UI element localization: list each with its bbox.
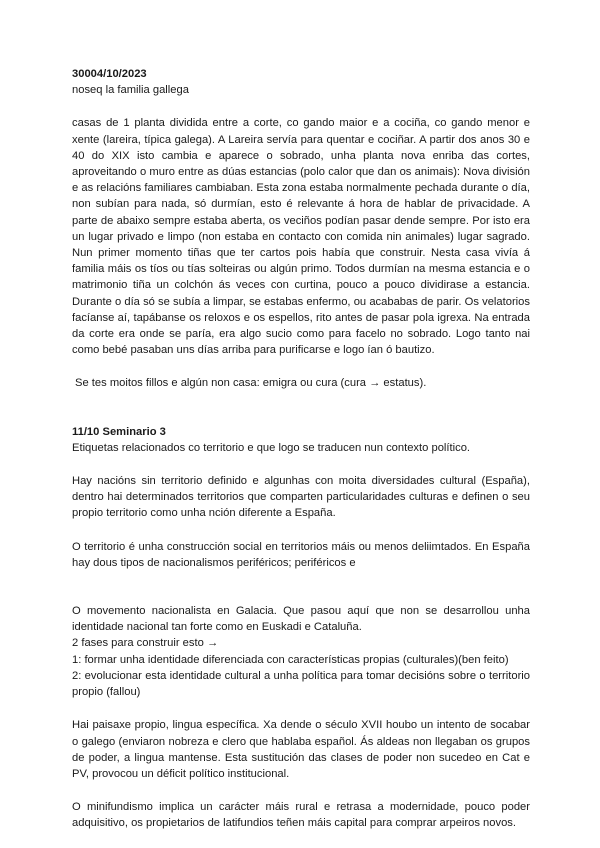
section-2-paragraph-4: Hai paisaxe propio, lingua específica. Xa dende o século XVII houbo un intento de socabar o galego (enviaron nobreza e clero que hablaba español. Ás aldeas non llegaban os grupos de poder, a lingua mantense. Esta sustitución das clases de poder non sucedeo en Cat e PV, provocou un déficit político institucional. [72, 719, 530, 780]
spacer [72, 700, 530, 717]
section-1-title: 30004/10/2023 [72, 68, 147, 80]
spacer [72, 98, 530, 115]
spacer [72, 571, 530, 603]
spacer [72, 456, 530, 473]
section-2-paragraph-2: O territorio é unha construcción social en territorios máis ou menos deliimtados. En España hay dous tipos de nacionalismos periféricos; periféricos e [72, 540, 530, 569]
spacer [72, 358, 530, 375]
phase-1: 1: formar unha identidade diferenciada con características propias (culturales)(ben feito) [72, 653, 509, 666]
phase-2: 2: evolucionar esta identidade cultural a unha política para tomar decisións sobre o territorio propio (fallou) [72, 669, 530, 699]
spacer [72, 392, 530, 424]
spacer [72, 782, 530, 799]
spacer [72, 522, 530, 539]
section-1-note: Se tes moitos fillos e algún non casa: emigra ou cura (cura → estatus). [75, 377, 427, 390]
phases-intro: 2 fases para construir esto → [72, 637, 219, 650]
section-2-paragraph-5: O minifundismo implica un carácter máis rural e retrasa a modernidade, pouco poder adquisitivo, os propietarios de latifundios teñen máis capital para comprar arpeiros novos. [72, 801, 530, 830]
section-2-paragraph-1: Hay nacións sin territorio definido e algunhas con moita diversidades cultural (España), dentro hai determinados territorios que comparten particularidades culturas e definen o seu propio territorio como unha nción diferente a España. [72, 475, 530, 520]
section-2-subtitle: Etiquetas relacionados co territorio e que logo se traducen nun contexto político. [72, 441, 471, 454]
section-1-subtitle: noseq la familia gallega [72, 84, 189, 97]
section-1-paragraph: casas de 1 planta dividida entre a corte, co gando maior e a cociña, co gando menor e xente (lareira, típica galega). A Lareira servía para quentar e cociñar. A partir dos anos 30 e 40 do XIX isto cambia e aparece o sobrado, unha planta nova enriba das cortes, aproveitando o muro entre as dúas estancias (polo calor que dan os animais): Nova división e as relacións familiares cambiaban. Esta zona estaba normalmente pechada durante o día, non subían para nada, só durmían, esto é relevante á hora de hablar de privacidade. A parte de abaixo sempre estaba aberta, os veciños podían pasar dende sempre. Por isto era un lugar privado e limpo (non estaba en contacto con comida nin animales) lugar sagrado. Nun primer momento tiñas que ter cartos pois había que construir. Nesta casa vivía á familia máis os tíos ou tías solteiras ou algún primo. Todos durmían na mesma estancia e o matrimonio tiña un colchón ás veces con curtina, pouco a pouco dividirase a estancia. Durante o día só se subía a limpar, se estabas enfermo, ou acababas de parir. Os velatorios facíanse aí, tapábanse os reloxos e os espellos, rito antes de pasar pola igrexa. Na entrada da corte era onde se paría, era algo sucio como para facelo no sobrado. Logo tanto nai como bebé pasaban uns días arriba para purificarse e logo ían ó bautizo. [72, 117, 530, 357]
section-2-paragraph-3: O movemento nacionalista en Galacia. Que pasou aquí que non se desarrollou unha identidade nacional tan forte como en Euskadi e Cataluña. [72, 605, 530, 634]
section-2-title: 11/10 Seminario 3 [72, 425, 166, 438]
